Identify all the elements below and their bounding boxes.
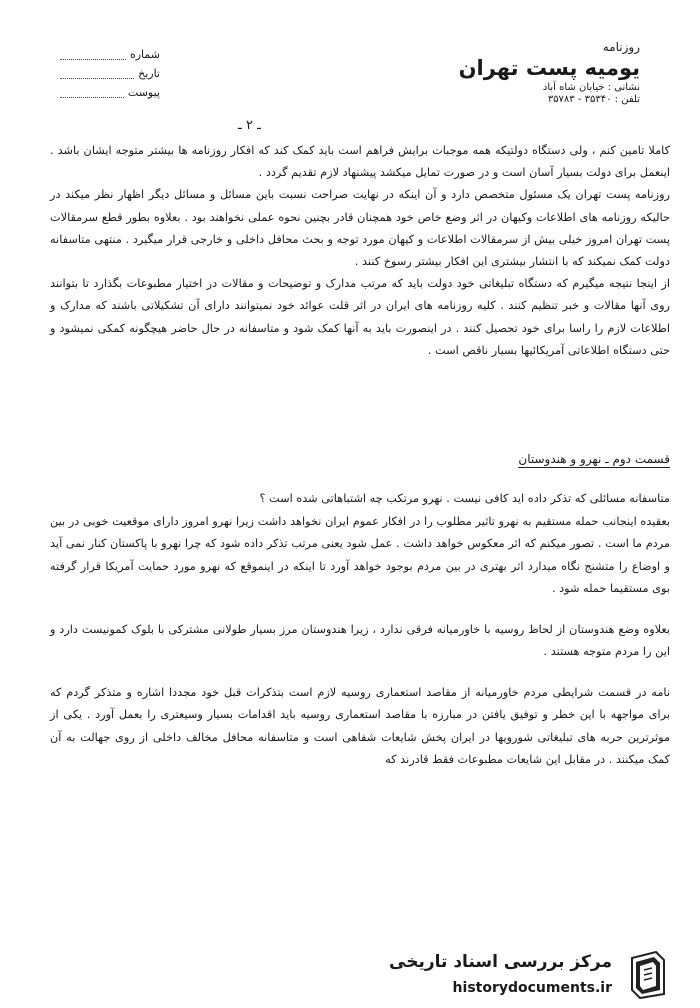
paragraph-gap xyxy=(50,601,670,619)
reference-fields xyxy=(60,48,160,105)
paragraph: متاسفانه مسائلی که تذکر داده اید کافی نیست . نهرو مرتکب چه اشتباهاتی شده است ؟ xyxy=(259,492,670,505)
letterhead xyxy=(459,40,640,105)
section-1-body xyxy=(50,140,670,362)
newspaper-address: نشانی : خیابان شاه آباد xyxy=(542,82,640,93)
ref-attachment-row xyxy=(60,86,160,99)
paragraph: روزنامه پست تهران یک مسئول متخصص دارد و آن اینکه در نهایت صراحت نسبت باین مسائل و مسائل دیگر اظهار نظر میکند در حالیکه روزنامه های اطلاعات وکیهان در اثر وضع خاص خود همچنان قادر بچنین نحوه عملی نخواهند بود . بعلاوه بطور قطع سرمقالات پست تهران امروز خیلی بیش از سرمقالات اطلاعات و کیهان مورد توجه و بحث محافل داخلی و خارجی قرار میگیرد . منتهی متاسفانه دولت کمک نمیکند که با انتشار بیشتری این افکار بیشتر رسوخ کنند . xyxy=(50,188,670,269)
newspaper-title: یومیه پست تهران xyxy=(458,56,640,80)
section-2-title: قسمت دوم ـ نهرو و هندوستان xyxy=(518,452,670,466)
ref-date-label: تاریخ xyxy=(138,67,160,80)
letterhead-label: روزنامه xyxy=(602,40,640,54)
watermark-title: مرکز بررسی اسناد تاریخی xyxy=(389,952,612,972)
paragraph: بعلاوه وضع هندوستان از لحاظ روسیه با خاورمیانه فرقی ندارد ، زیرا هندوستان مرز بسیار طولانی مشترکی با بلوک کمونیست دارد و این را مردم متوجه هستند . xyxy=(50,622,670,658)
ref-number-line xyxy=(60,49,126,60)
section-2-heading xyxy=(518,452,670,466)
paragraph: بعقیده اینجانب حمله مستقیم به نهرو تاثیر مطلوب را در افکار عموم ایران نخواهد داشت زیرا نهرو امروز دارای موقعیت خوبی در بین مردم ما است . تصور میکنم که اثر معکوس خواهد داشت . عمل شود یعنی مرتب تذکر داده شود که چرا نهرو با پاکستان کنار نمی آید و اوضاع را متشنج نگاه میدارد اثر بهتری در بین مردم بوجود خواهد آورد تا اینکه در اینموقع که نهرو مورد حمایت آمریکا قرار گرفته بوی مستقیما حمله شود . xyxy=(50,514,670,595)
paragraph-gap xyxy=(50,664,670,682)
paragraph: کاملا تامین کنم ، ولی دستگاه دولتیکه همه موجبات برایش فراهم است باید کمک کند که افکار روزنامه ها بیشتر متوجه ایشان باشد . اینعمل برای دولت بسیار آسان است و در صورت تمایل میکشد پیشنهاد لازم تقدیم گردد . xyxy=(50,144,670,180)
archive-logo-icon xyxy=(626,950,670,1000)
paragraph: نامه در قسمت شرایطی مردم خاورمیانه از مقاصد استعماری روسیه لازم است بتذکرات قبل خود مجددا اشاره و متذکر گردم که برای مواجهه با این خطر و توفیق یافتن در مبارزه با مقاصد استعماری روسیه باید اقدامات بسیار وسیعتری را بعمل آورد . یکی از موثرترین حربه های تبلیغاتی شورویها در ایران پخش شایعات شفاهی است و متاسفانه محافل مخالف داخلی از روی جهالت به آن کمک میکنند . در مقابل این شایعات مطبوعات فقط قادرند که xyxy=(50,685,670,766)
section-2-body xyxy=(50,488,670,772)
ref-attachment-line xyxy=(60,87,124,98)
ref-number-label: شماره xyxy=(129,48,160,61)
newspaper-phone: تلفن : ۳۵۳۴۰ - ۳۵۷۸۳ xyxy=(547,94,640,105)
ref-number-row xyxy=(60,48,160,61)
watermark-url: historydocuments.ir xyxy=(452,980,612,996)
ref-date-row xyxy=(60,67,160,80)
paragraph: از اینجا نتیجه میگیرم که دستگاه تبلیغاتی خود دولت باید که مرتب مدارک و توضیحات و مقالات در اختیار مطبوعات بگذارد تا بتوانند روی آنها مقالات و خبر تنظیم کنند . کلیه روزنامه های ایران در اثر قلت عوائد خود نمیتوانند دارای آن تشکیلاتی باشند که مدارک و اطلاعات لازم را راسا برای خود تحصیل کنند . در اینصورت باید به آنها کمک شود و متاسفانه در حال حاضر هیچگونه کمکی نمیشود و حتی دستگاه اطلاعاتی آمریکائیها بسیار ناقص است . xyxy=(50,277,670,357)
ref-attachment-label: پیوست xyxy=(127,86,160,99)
watermark xyxy=(280,948,700,1008)
page-number: ـ ۲ ـ xyxy=(238,118,261,133)
ref-date-line xyxy=(60,68,134,79)
